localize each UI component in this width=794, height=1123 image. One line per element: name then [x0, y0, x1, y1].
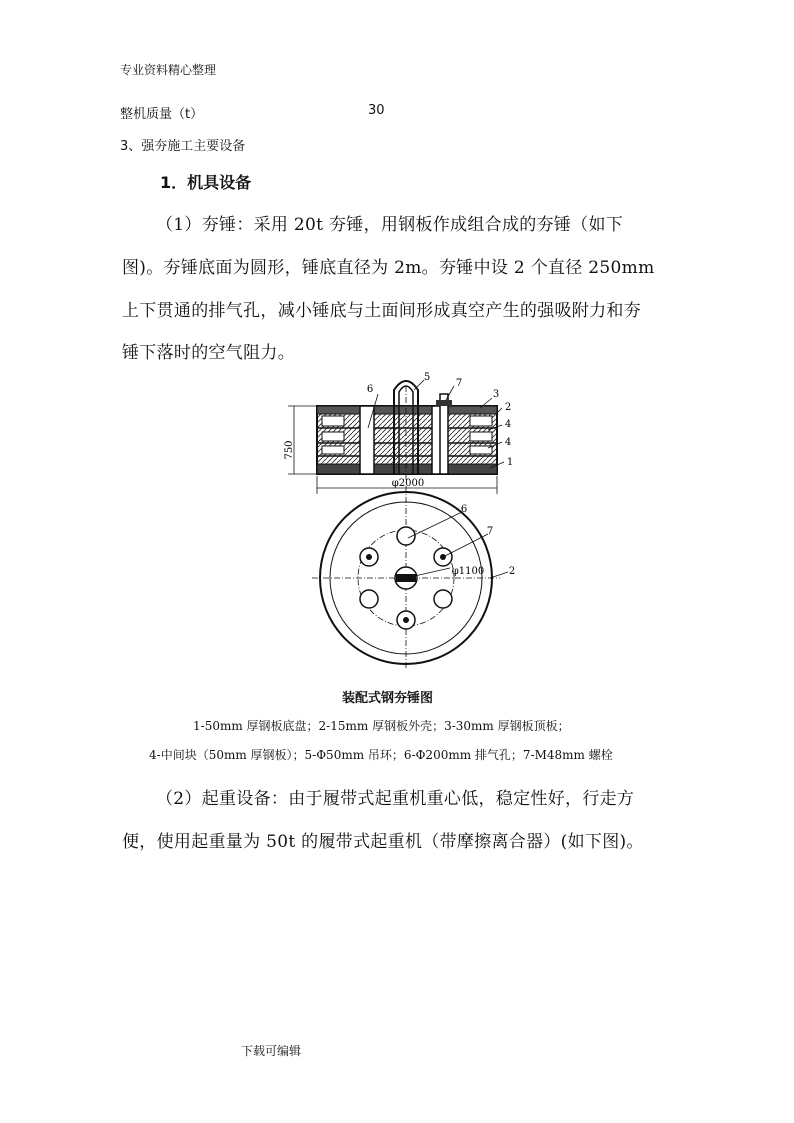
section-title: 3、强夯施工主要设备: [120, 139, 246, 154]
plan-dim-label: φ1100: [451, 566, 485, 577]
plan-callout-7: 7: [486, 526, 494, 537]
callout-7: 7: [455, 378, 463, 389]
paragraph-line: 锤下落时的空气阻力。: [122, 343, 295, 363]
hammer-plan: [312, 486, 500, 668]
paragraph-line: 图)。夯锤底面为圆形，锤底直径为 2m。夯锤中设 2 个直径 250mm: [122, 258, 655, 278]
hammer-figure: [282, 368, 522, 668]
callout-4b: 4: [504, 437, 512, 448]
spec-label: 整机质量（t）: [120, 107, 204, 122]
figure-legend-line: 4-中间块（50mm 厚钢板）；5-Φ50mm 吊环；6-Φ200mm 排气孔；7-M48mm 螺栓: [149, 748, 613, 762]
figure-legend-line: 1-50mm 厚钢板底盘；2-15mm 厚钢板外壳；3-30mm 厚钢板顶板；: [193, 719, 570, 733]
paragraph-line: （2）起重设备：由于履带式起重机重心低，稳定性好，行走方: [156, 789, 635, 809]
page-header: 专业资料精心整理: [120, 63, 217, 77]
plan-callouts: [406, 504, 515, 578]
page-footer: 下载可编辑: [241, 1044, 302, 1058]
plan-callout-2: 2: [508, 566, 516, 577]
height-dimension: [284, 406, 316, 474]
callout-5: 5: [423, 372, 431, 383]
callout-4a: 4: [504, 419, 512, 430]
plan-callout-6: 6: [460, 504, 468, 515]
callout-2: 2: [504, 402, 512, 413]
spec-value: 30: [368, 103, 385, 118]
callout-3: 3: [492, 389, 500, 400]
paragraph-line: 上下贯通的排气孔，减小锤底与土面间形成真空产生的强吸附力和夯: [122, 301, 641, 321]
callout-6: 6: [366, 384, 374, 395]
dim-diameter-label: φ2000: [391, 478, 425, 489]
subsection-title: 1．机具设备: [160, 173, 252, 192]
hammer-elevation: [317, 381, 500, 480]
dim-height-label: 750: [284, 440, 295, 460]
paragraph-line: 便，使用起重量为 50t 的履带式起重机（带摩擦离合器）(如下图)。: [122, 832, 644, 852]
figure-caption-title: 装配式钢夯锤图: [342, 691, 434, 706]
paragraph-line: （1）夯锤：采用 20t 夯锤，用钢板作成组合成的夯锤（如下: [156, 215, 624, 235]
callout-1: 1: [506, 457, 514, 468]
